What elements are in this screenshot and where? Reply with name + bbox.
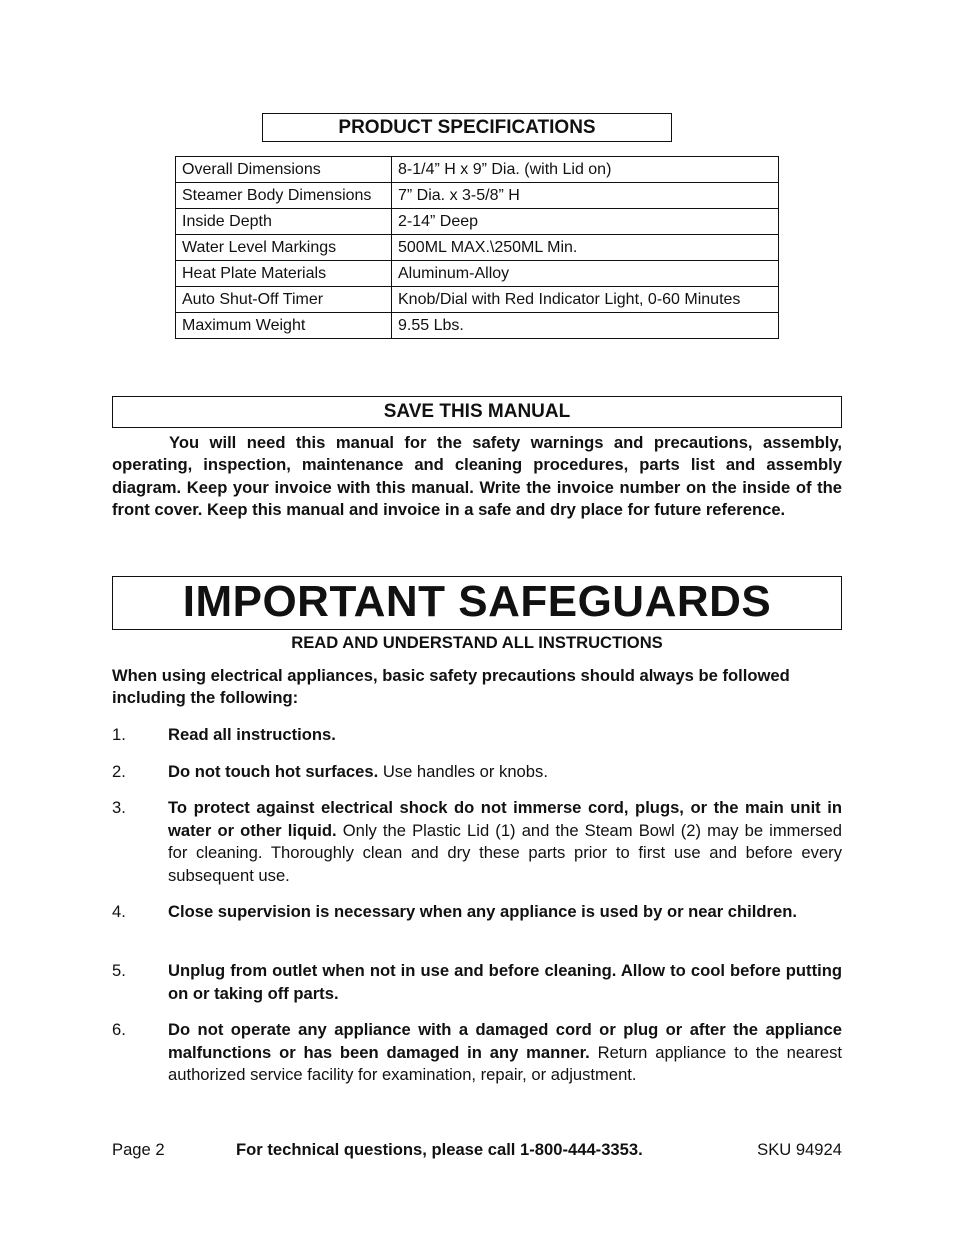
item-bold-text: Read all instructions. <box>168 725 336 744</box>
spec-value: 2-14” Deep <box>392 209 779 235</box>
item-number: 2. <box>112 762 126 781</box>
spec-label: Water Level Markings <box>176 235 392 261</box>
table-row <box>176 157 779 183</box>
list-item <box>112 1019 842 1087</box>
spec-label: Auto Shut-Off Timer <box>176 287 392 313</box>
item-bold-text: Close supervision is necessary when any appliance is used by or near children. <box>168 902 797 921</box>
spec-value: Knob/Dial with Red Indicator Light, 0-60 Minutes <box>392 287 779 313</box>
save-manual-body <box>112 432 842 522</box>
specifications-table <box>175 156 779 339</box>
table-row <box>176 287 779 313</box>
table-row <box>176 313 779 339</box>
save-manual-title: SAVE THIS MANUAL <box>112 396 842 428</box>
list-item <box>112 960 842 1005</box>
item-bold-text: Unplug from outlet when not in use and before cleaning. Allow to cool before putting on or taking off parts. <box>168 961 842 1003</box>
safeguards-intro: When using electrical appliances, basic safety precautions should always be followed including the following: <box>112 666 790 708</box>
spec-label: Overall Dimensions <box>176 157 392 183</box>
spec-label: Inside Depth <box>176 209 392 235</box>
item-bold-text: Do not operate any appliance with a damaged cord or plug or after the appliance malfunctions or has been damaged in any manner. <box>168 1020 842 1062</box>
table-row <box>176 183 779 209</box>
item-bold-text: To protect against electrical shock do not immerse cord, plugs, or the main unit in water or other liquid. <box>168 798 842 840</box>
item-text: Use handles or knobs. <box>378 762 548 781</box>
spec-value: 9.55 Lbs. <box>392 313 779 339</box>
item-number: 4. <box>112 902 126 921</box>
page-number: Page 2 <box>112 1140 165 1159</box>
list-item <box>112 797 842 887</box>
save-manual-text: You will need this manual for the safety warnings and precautions, assembly, operating, inspection, maintenance and cleaning procedures, parts list and assembly diagram. Keep your invoice with this manual. Write the invoice number on the inside of the front cover. Keep this manual and invoice in a safe and dry place for future reference. <box>112 433 842 520</box>
spec-label: Steamer Body Dimensions <box>176 183 392 209</box>
sku-number: SKU 94924 <box>757 1140 842 1159</box>
spec-value: 7” Dia. x 3-5/8” H <box>392 183 779 209</box>
item-bold-text: Do not touch hot surfaces. <box>168 762 379 781</box>
item-number: 1. <box>112 725 126 744</box>
table-row <box>176 235 779 261</box>
item-number: 3. <box>112 798 126 817</box>
item-text: Only the Plastic Lid (1) and the Steam Bowl (2) may be immersed for cleaning. Thoroughly clean and dry these parts prior to first use and before every subsequent use. <box>168 820 843 885</box>
list-item <box>112 901 842 924</box>
spec-label: Maximum Weight <box>176 313 392 339</box>
spec-label: Heat Plate Materials <box>176 261 392 287</box>
list-item <box>112 724 842 747</box>
specifications-title: PRODUCT SPECIFICATIONS <box>262 113 672 142</box>
item-text: Return appliance to the nearest authorized service facility for examination, repair, or adjustment. <box>168 1042 842 1085</box>
safeguards-title: IMPORTANT SAFEGUARDS <box>112 576 842 630</box>
item-number: 5. <box>112 961 126 980</box>
spec-value: 500ML MAX.\250ML Min. <box>392 235 779 261</box>
list-item <box>112 761 842 784</box>
spec-value: 8-1/4” H x 9” Dia. (with Lid on) <box>392 157 779 183</box>
safeguards-subtitle: READ AND UNDERSTAND ALL INSTRUCTIONS <box>291 633 663 652</box>
table-row <box>176 209 779 235</box>
spec-value: Aluminum-Alloy <box>392 261 779 287</box>
item-number: 6. <box>112 1020 126 1039</box>
technical-questions-line: For technical questions, please call 1-800-444-3353. <box>236 1140 643 1159</box>
table-row <box>176 261 779 287</box>
